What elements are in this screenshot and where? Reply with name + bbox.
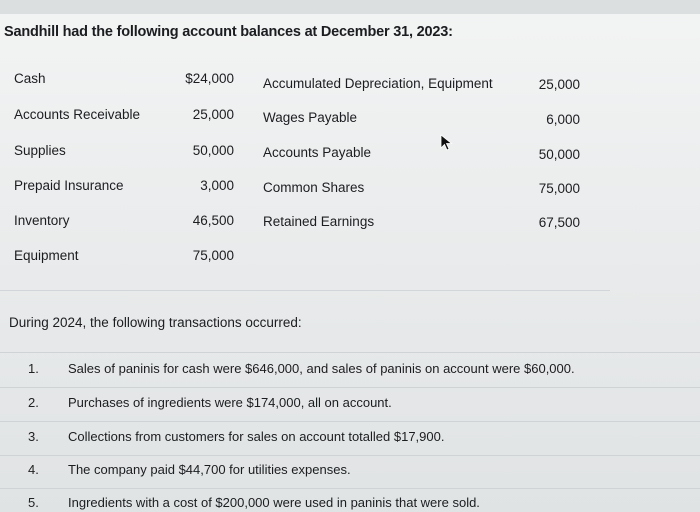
left-account-prepaid: Prepaid Insurance (14, 178, 124, 193)
row-divider (0, 352, 700, 353)
transaction-text: The company paid $44,700 for utilities expenses. (68, 462, 351, 477)
left-account-inventory: Inventory (14, 213, 70, 228)
transaction-text: Purchases of ingredients were $174,000, all on account. (68, 395, 392, 410)
row-divider (0, 488, 700, 489)
left-account-receivable: Accounts Receivable (14, 107, 141, 122)
transaction-number: 1. (28, 361, 39, 376)
left-amount-prepaid: 3,000 (200, 178, 234, 193)
left-account-cash: Cash (14, 71, 46, 86)
transaction-text: Ingredients with a cost of $200,000 were used in paninis that were sold. (68, 495, 480, 510)
right-account-common-shares: Common Shares (263, 180, 365, 195)
row-divider (0, 421, 700, 422)
right-account-accounts-payable: Accounts Payable (263, 145, 372, 160)
left-amount-inventory: 46,500 (192, 213, 234, 228)
left-amount-equipment: 75,000 (192, 248, 234, 263)
row-divider (0, 387, 700, 388)
transaction-number: 4. (28, 462, 39, 477)
top-strip (0, 0, 700, 14)
transaction-number: 3. (28, 429, 39, 444)
left-account-equipment: Equipment (14, 248, 79, 263)
left-amount-cash: $24,000 (185, 71, 234, 86)
right-amount-accum-depr: 25,000 (538, 77, 580, 92)
left-account-supplies: Supplies (14, 143, 66, 158)
right-amount-common-shares: 75,000 (538, 181, 580, 196)
right-account-wages-payable: Wages Payable (263, 110, 358, 125)
transaction-text: Sales of paninis for cash were $646,000, and sales of paninis on account were $60,000. (68, 361, 575, 376)
section-divider (0, 290, 610, 291)
transaction-number: 2. (28, 395, 39, 410)
row-divider (0, 455, 700, 456)
right-amount-accounts-payable: 50,000 (538, 147, 580, 162)
right-amount-wages-payable: 6,000 (546, 112, 580, 127)
right-amount-retained-earnings: 67,500 (538, 215, 580, 230)
right-account-accum-depr: Accumulated Depreciation, Equipment (263, 76, 493, 91)
left-amount-supplies: 50,000 (192, 143, 234, 158)
transaction-number: 5. (28, 495, 39, 510)
right-account-retained-earnings: Retained Earnings (263, 214, 375, 229)
transaction-text: Collections from customers for sales on account totalled $17,900. (68, 429, 445, 444)
problem-header: Sandhill had the following account balances at December 31, 2023: (4, 24, 453, 40)
left-amount-receivable: 25,000 (192, 107, 234, 122)
transactions-intro: During 2024, the following transactions occurred: (9, 315, 302, 330)
